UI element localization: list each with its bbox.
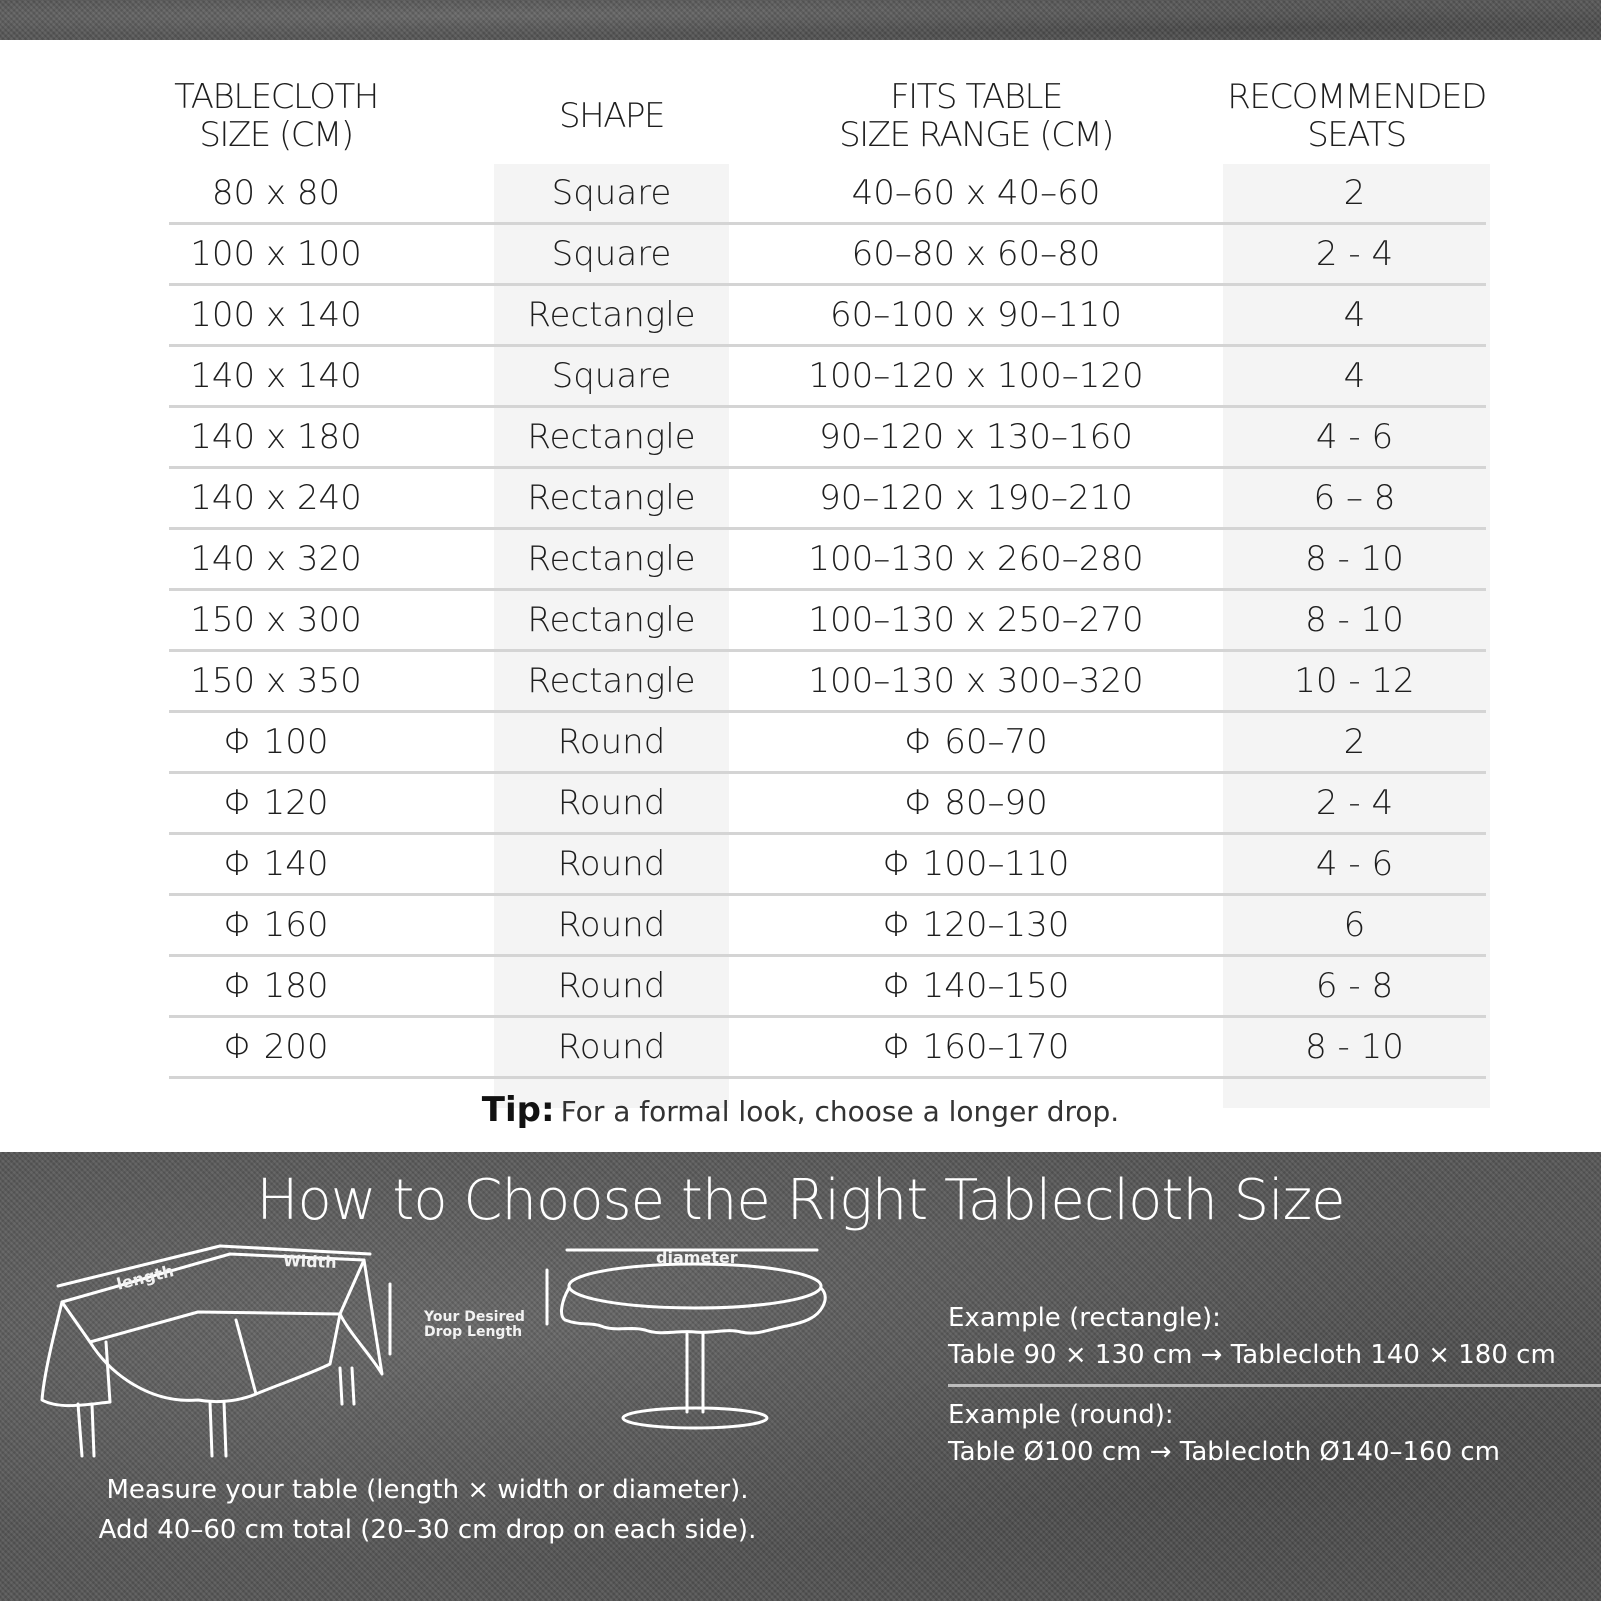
- header-shape: SHAPE: [559, 95, 664, 136]
- row-seats-cell: 6: [1343, 905, 1366, 945]
- table-row: [169, 896, 1486, 957]
- row-size-cell: 100 x 140: [190, 295, 362, 335]
- row-size-cell: 100 x 100: [190, 234, 362, 274]
- table-row: [169, 408, 1486, 469]
- row-seats-cell: 2 - 4: [1315, 234, 1394, 274]
- row-size-cell: 150 x 350: [190, 661, 362, 701]
- row-shape-cell: Round: [557, 1027, 666, 1067]
- row-shape-cell: Round: [557, 783, 666, 823]
- row-shape-cell: Round: [557, 722, 666, 762]
- row-seats-cell: 2 - 4: [1315, 783, 1394, 823]
- rectangular-table-diagram-icon: [30, 1224, 450, 1464]
- row-seats-cell: 10 - 12: [1294, 661, 1415, 701]
- top-texture-strip: [0, 0, 1601, 40]
- row-fits-cell: Φ 120–130: [882, 905, 1070, 945]
- table-row: [169, 957, 1486, 1018]
- tip-text: For a formal look, choose a longer drop.: [560, 1095, 1120, 1128]
- example-rectangle: [948, 1300, 1601, 1384]
- guide-title: How to Choose the Right Tablecloth Size: [256, 1168, 1345, 1233]
- example-rectangle-text: Table 90 × 130 cm → Tablecloth 140 × 180 cm: [948, 1340, 1556, 1370]
- row-size-cell: Φ 140: [223, 844, 329, 884]
- row-fits-cell: Φ 80–90: [904, 783, 1048, 823]
- drop-length-label: Your Desired Drop Length: [424, 1309, 525, 1340]
- example-round-title: Example (round):: [948, 1400, 1174, 1430]
- example-rectangle-title: Example (rectangle):: [948, 1303, 1221, 1333]
- row-size-cell: Φ 120: [223, 783, 329, 823]
- table-row: [169, 652, 1486, 713]
- row-fits-cell: Φ 60–70: [904, 722, 1048, 762]
- diameter-label: diameter: [656, 1248, 738, 1267]
- row-shape-cell: Square: [551, 234, 672, 274]
- row-shape-cell: Round: [557, 966, 666, 1006]
- table-row: [169, 164, 1486, 225]
- row-shape-cell: Square: [551, 356, 672, 396]
- row-fits-cell: 40–60 x 40–60: [851, 173, 1101, 213]
- table-row: [169, 713, 1486, 774]
- table-row: [169, 469, 1486, 530]
- row-seats-cell: 6 - 8: [1315, 966, 1394, 1006]
- row-seats-cell: 8 - 10: [1305, 600, 1404, 640]
- table-row: [169, 286, 1486, 347]
- row-shape-cell: Rectangle: [527, 478, 696, 518]
- row-size-cell: 140 x 140: [190, 356, 362, 396]
- size-guide-section: [0, 1152, 1601, 1601]
- row-fits-cell: Φ 140–150: [882, 966, 1070, 1006]
- row-shape-cell: Square: [551, 173, 672, 213]
- row-size-cell: Φ 180: [223, 966, 329, 1006]
- width-label: Width: [282, 1251, 337, 1272]
- size-chart-table: [0, 40, 1601, 1150]
- row-fits-cell: 100–130 x 300–320: [808, 661, 1144, 701]
- row-seats-cell: 4: [1343, 356, 1366, 396]
- header-tablecloth-size: TABLECLOTH SIZE (CM): [174, 76, 378, 155]
- table-row: [169, 1018, 1486, 1079]
- row-fits-cell: 100–120 x 100–120: [808, 356, 1144, 396]
- row-seats-cell: 8 - 10: [1305, 1027, 1404, 1067]
- row-size-cell: 140 x 320: [190, 539, 362, 579]
- row-size-cell: 140 x 180: [190, 417, 362, 457]
- table-row: [169, 530, 1486, 591]
- header-recommended-seats: RECOMMENDED SEATS: [1227, 76, 1486, 155]
- row-shape-cell: Rectangle: [527, 539, 696, 579]
- row-seats-cell: 4 - 6: [1315, 417, 1394, 457]
- row-fits-cell: Φ 160–170: [882, 1027, 1070, 1067]
- tip-line: [0, 1090, 1601, 1130]
- length-label: length: [114, 1261, 176, 1294]
- row-size-cell: 140 x 240: [190, 478, 362, 518]
- row-shape-cell: Round: [557, 905, 666, 945]
- measure-line-2: Add 40–60 cm total (20–30 cm drop on each side).: [98, 1515, 757, 1545]
- row-seats-cell: 6 – 8: [1313, 478, 1396, 518]
- row-shape-cell: Rectangle: [527, 600, 696, 640]
- table-row: [169, 774, 1486, 835]
- row-shape-cell: Rectangle: [527, 295, 696, 335]
- row-fits-cell: 100–130 x 260–280: [808, 539, 1144, 579]
- example-round-text: Table Ø100 cm → Tablecloth Ø140–160 cm: [948, 1437, 1500, 1467]
- row-size-cell: Φ 200: [223, 1027, 329, 1067]
- measure-instructions: [60, 1470, 795, 1550]
- table-row: [169, 225, 1486, 286]
- row-seats-cell: 4: [1343, 295, 1366, 335]
- row-size-cell: Φ 160: [223, 905, 329, 945]
- row-seats-cell: 2: [1343, 722, 1366, 762]
- row-fits-cell: 90–120 x 190–210: [819, 478, 1133, 518]
- examples-divider: [948, 1384, 1601, 1387]
- header-fits-table-size-range: FITS TABLE SIZE RANGE (CM): [839, 76, 1113, 155]
- row-shape-cell: Round: [557, 844, 666, 884]
- table-row: [169, 347, 1486, 408]
- row-size-cell: Φ 100: [223, 722, 329, 762]
- example-round: [948, 1397, 1601, 1481]
- row-fits-cell: 90–120 x 130–160: [819, 417, 1133, 457]
- row-seats-cell: 2: [1343, 173, 1366, 213]
- examples-panel: [948, 1300, 1601, 1481]
- row-fits-cell: Φ 100–110: [882, 844, 1070, 884]
- row-seats-cell: 4 - 6: [1315, 844, 1394, 884]
- row-fits-cell: 60–80 x 60–80: [851, 234, 1101, 274]
- tip-label: Tip:: [481, 1090, 555, 1130]
- row-seats-cell: 8 - 10: [1305, 539, 1404, 579]
- row-size-cell: 80 x 80: [211, 173, 341, 213]
- row-fits-cell: 60–100 x 90–110: [829, 295, 1123, 335]
- row-fits-cell: 100–130 x 250–270: [808, 600, 1144, 640]
- measure-line-1: Measure your table (length × width or diameter).: [106, 1475, 749, 1505]
- table-row: [169, 591, 1486, 652]
- table-row: [169, 835, 1486, 896]
- row-shape-cell: Rectangle: [527, 417, 696, 457]
- row-shape-cell: Rectangle: [527, 661, 696, 701]
- row-size-cell: 150 x 300: [190, 600, 362, 640]
